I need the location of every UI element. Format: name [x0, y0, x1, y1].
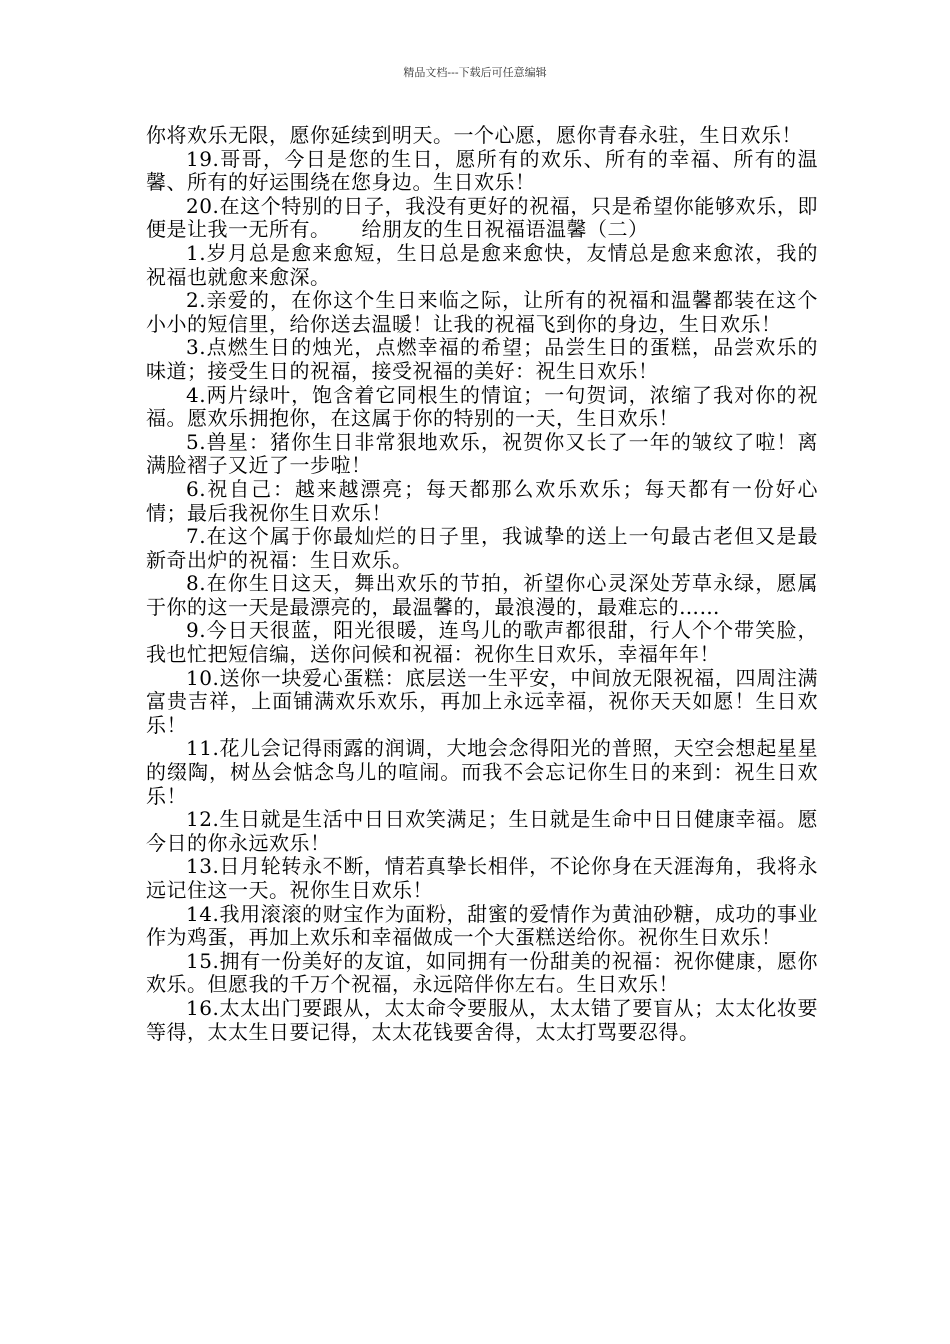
paragraph: 8.在你生日这天，舞出欢乐的节拍，祈望你心灵深处芳草永绿，愿属于你的这一天是最漂亮的，最温馨的，最浪漫的，最难忘的…… [146, 571, 818, 619]
paragraph: 9.今日天很蓝，阳光很暖，连鸟儿的歌声都很甜，行人个个带笑脸，我也忙把短信编，送你问候和祝福：祝你生日欢乐，幸福年年！ [146, 618, 818, 667]
paragraph: 1.岁月总是愈来愈短，生日总是愈来愈快，友情总是愈来愈浓，我的祝福也就愈来愈深。 [146, 240, 818, 289]
paragraph: 20.在这个特别的日子，我没有更好的祝福，只是希望你能够欢乐，即便是让我一无所有。 给朋友的生日祝福语温馨（二） [146, 193, 818, 242]
paragraph: 你将欢乐无限，愿你延续到明天。一个心愿，愿你青春永驻，生日欢乐！ [146, 123, 802, 147]
paragraph: 11.花儿会记得雨露的润调，大地会念得阳光的普照，天空会想起星星的缀陶，树丛会惦念鸟儿的喧闹。而我不会忘记你生日的来到：祝生日欢乐！ [146, 736, 818, 808]
paragraph: 16.太太出门要跟从，太太命令要服从，太太错了要盲从；太太化妆要等得，太太生日要记得，太太花钱要舍得，太太打骂要忍得。 [146, 995, 818, 1044]
paragraph: 13.日月轮转永不断，情若真挚长相伴，不论你身在天涯海角，我将永远记住这一天。祝你生日欢乐！ [146, 854, 818, 902]
paragraph: 5.兽星：猪你生日非常狠地欢乐，祝贺你又长了一年的皱纹了啦！离满脸褶子又近了一步啦！ [146, 429, 818, 478]
paragraph: 2.亲爱的，在你这个生日来临之际，让所有的祝福和温馨都装在这个小小的短信里，给你送去温暖！让我的祝福飞到你的身边，生日欢乐！ [146, 288, 818, 336]
paragraph: 3.点燃生日的烛光，点燃幸福的希望；品尝生日的蛋糕，品尝欢乐的味道；接受生日的祝福，接受祝福的美好：祝生日欢乐！ [146, 335, 818, 383]
paragraph: 15.拥有一份美好的友谊，如同拥有一份甜美的祝福：祝你健康，愿你欢乐。但愿我的千万个祝福，永远陪伴你左右。生日欢乐！ [146, 948, 818, 997]
paragraph: 12.生日就是生活中日日欢笑满足；生日就是生命中日日健康幸福。愿今日的你永远欢乐！ [146, 807, 818, 855]
paragraph: 4.两片绿叶，饱含着它同根生的情谊；一句贺词，浓缩了我对你的祝福。愿欢乐拥抱你，在这属于你的特别的一天，生日欢乐！ [146, 382, 818, 431]
paragraph: 7.在这个属于你最灿烂的日子里，我诚挚的送上一句最古老但又是最新奇出炉的祝福：生日欢乐。 [146, 524, 818, 572]
paragraph: 19.哥哥，今日是您的生日，愿所有的欢乐、所有的幸福、所有的温馨、所有的好运围绕在您身边。生日欢乐！ [146, 146, 818, 195]
paragraph: 14.我用滚滚的财宝作为面粉，甜蜜的爱情作为黄油砂糖，成功的事业作为鸡蛋，再加上欢乐和幸福做成一个大蛋糕送给你。祝你生日欢乐！ [146, 901, 818, 950]
paragraph: 10.送你一块爱心蛋糕：底层送一生平安，中间放无限祝福，四周注满富贵吉祥，上面铺满欢乐欢乐，再加上永远幸福，祝你天天如愿！生日欢乐！ [146, 665, 818, 737]
page-header: 精品文档---下载后可任意编辑 [403, 66, 547, 79]
paragraph: 6.祝自己：越来越漂亮；每天都那么欢乐欢乐；每天都有一份好心情；最后我祝你生日欢乐！ [146, 476, 818, 525]
document-body [146, 124, 818, 1044]
